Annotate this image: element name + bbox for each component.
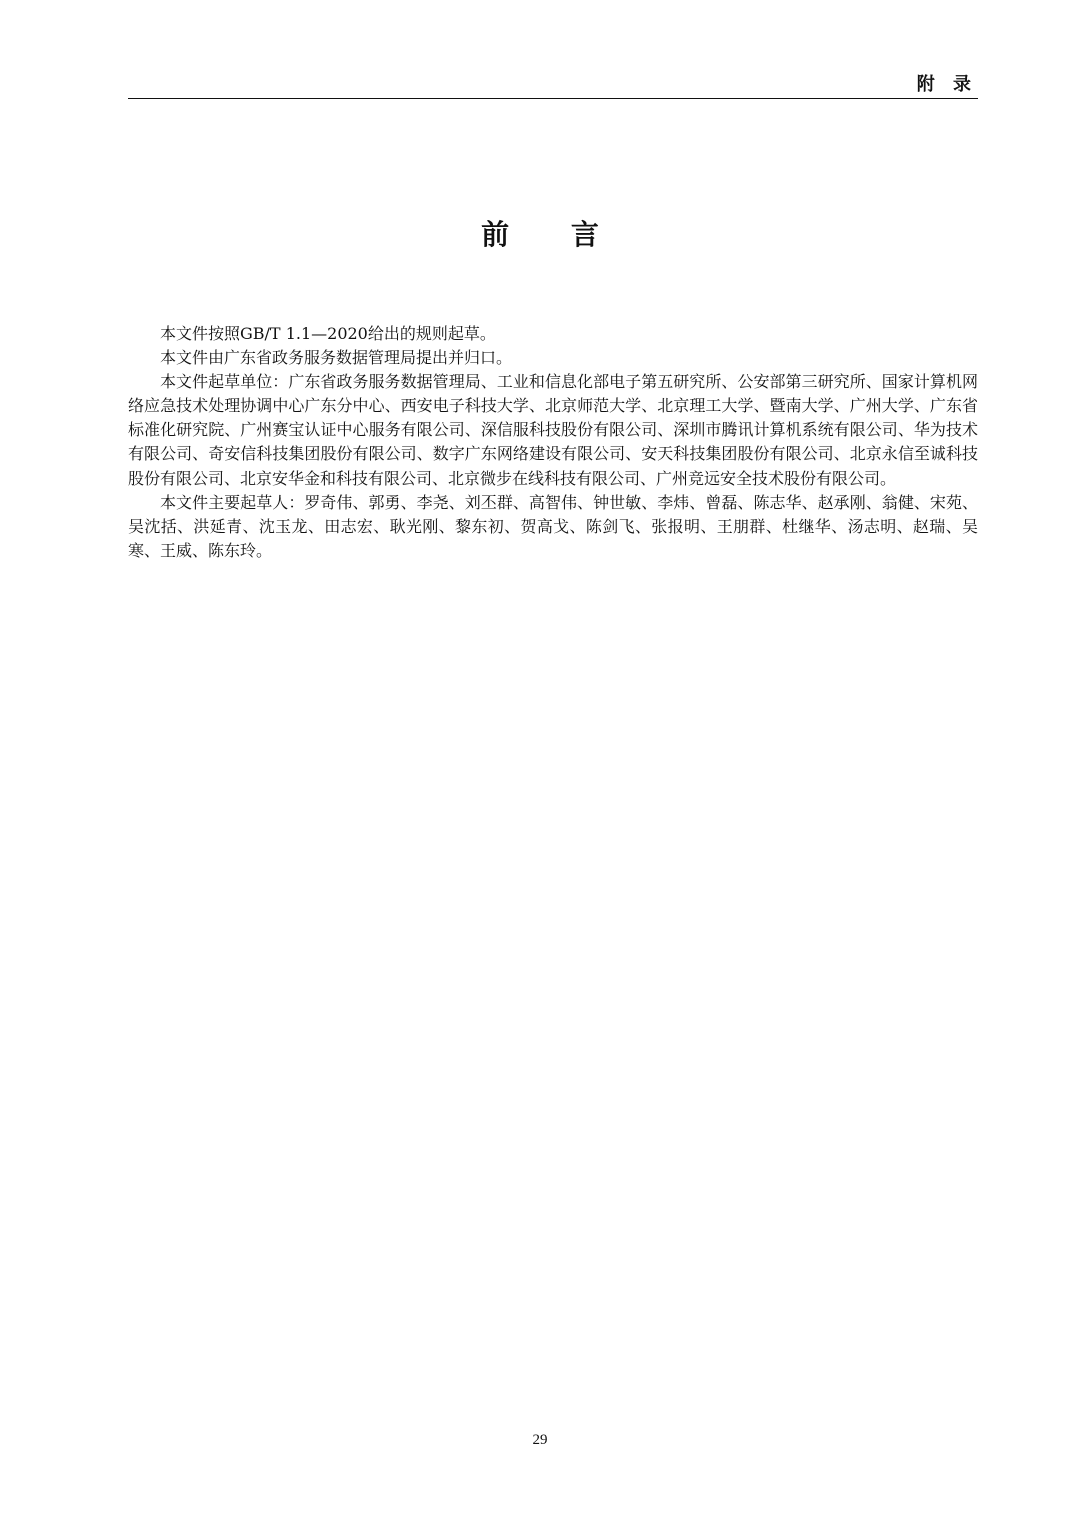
paragraph-drafting-units: 本文件起草单位：广东省政务服务数据管理局、工业和信息化部电子第五研究所、公安部第三研究所、国家计算机网络应急技术处理协调中心广东分中心、西安电子科技大学、北京师范大学、北京理工大学、暨南大学、广州大学、广东省标准化研究院、广州赛宝认证中心服务有限公司、深信服科技股份有限公司、深圳市腾讯计算机系统有限公司、华为技术有限公司、奇安信科技集团股份有限公司、数字广东网络建设有限公司、安天科技集团股份有限公司、北京永信至诚科技股份有限公司、北京安华金和科技有限公司、北京微步在线科技有限公司、广州竞远安全技术股份有限公司。 bbox=[128, 372, 978, 488]
body-text bbox=[128, 322, 978, 563]
paragraph-drafting-rules: 本文件按照GB/T 1.1—2020给出的规则起草。 bbox=[160, 324, 496, 343]
paragraph-proposer: 本文件由广东省政务服务数据管理局提出并归口。 bbox=[160, 348, 513, 368]
page-number: 29 bbox=[532, 1432, 548, 1448]
page-title: 前 言 bbox=[481, 218, 625, 251]
section-header-label: 附 录 bbox=[916, 74, 977, 95]
header-divider bbox=[128, 98, 978, 99]
paragraph-drafters: 本文件主要起草人：罗奇伟、郭勇、李尧、刘丕群、高智伟、钟世敏、李炜、曾磊、陈志华、赵承刚、翁健、宋苑、吴沈括、洪延青、沈玉龙、田志宏、耿光刚、黎东初、贺高戈、陈剑飞、张报明、王朋群、杜继华、汤志明、赵瑞、吴寒、王威、陈东玲。 bbox=[128, 492, 978, 560]
